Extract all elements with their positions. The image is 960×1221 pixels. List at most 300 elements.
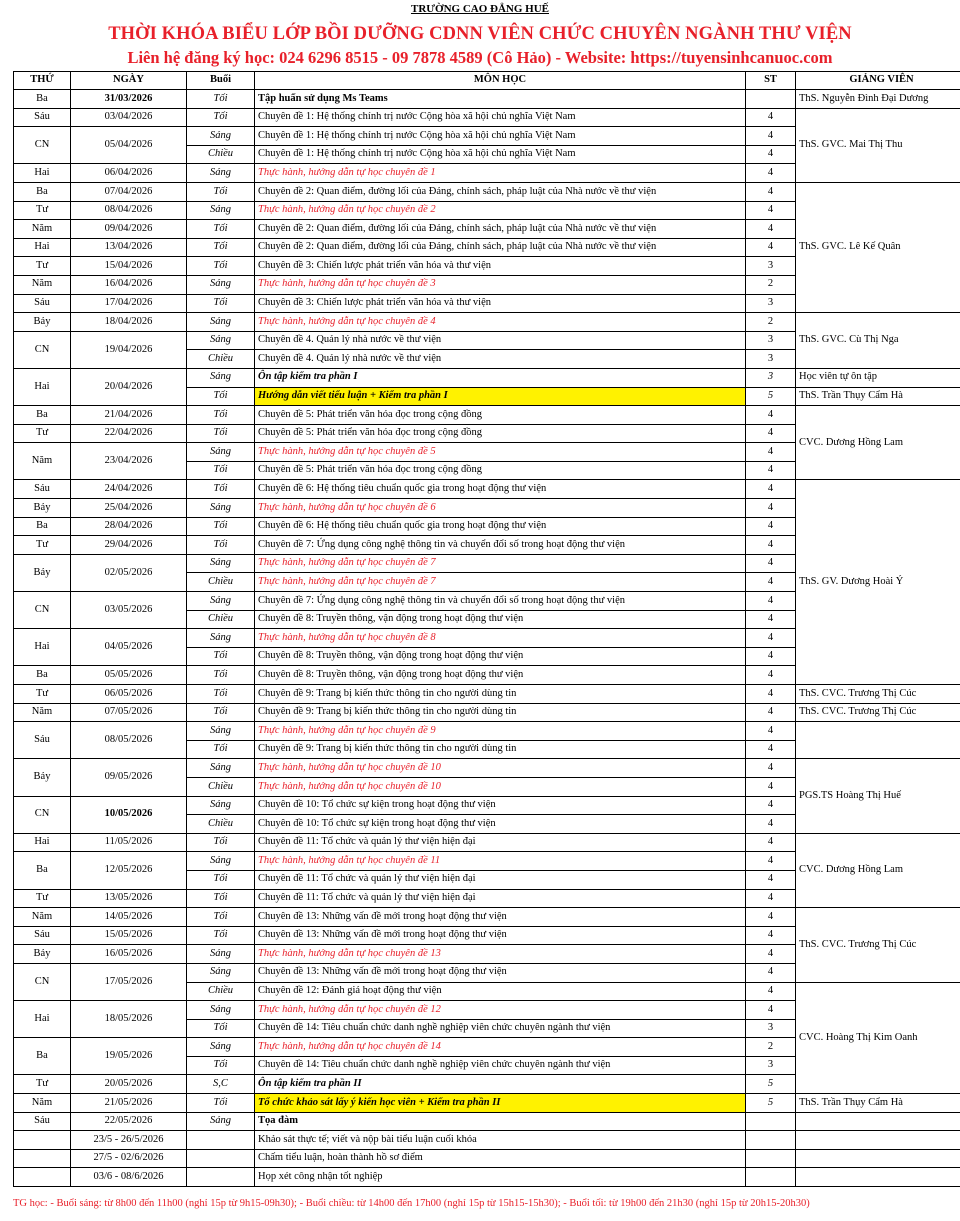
cell-ngay: 13/04/2026 [71,238,187,257]
cell-buoi: Tối [187,908,255,927]
cell-st: 4 [746,424,796,443]
cell-thu: Bảy [14,554,71,591]
cell-thu: Sáu [14,722,71,759]
cell-thu: Sáu [14,926,71,945]
cell-buoi: Sáng [187,945,255,964]
cell-mon-hoc: Chuyên đề 5: Phát triển văn hóa đọc trong cộng đồng [255,406,746,425]
cell-ngay: 02/05/2026 [71,554,187,591]
cell-mon-hoc: Chuyên đề 10: Tổ chức sự kiện trong hoạt động thư viện [255,796,746,815]
cell-buoi: Sáng [187,368,255,387]
cell-thu: Ba [14,406,71,425]
cell-giang-vien: ThS. CVC. Trương Thị Cúc [796,685,960,704]
cell-mon-hoc: Chuyên đề 13: Những vấn đề mới trong hoạt động thư viện [255,926,746,945]
cell-mon-hoc: Khảo sát thực tế; viết và nộp bài tiểu luận cuối khóa [255,1131,746,1150]
cell-st: 2 [746,275,796,294]
cell-st: 3 [746,257,796,276]
cell-thu: Tư [14,536,71,555]
cell-ngay: 28/04/2026 [71,517,187,536]
table-row [14,833,960,852]
cell-st: 4 [746,554,796,573]
cell-ngay: 18/05/2026 [71,1001,187,1038]
cell-thu: Sáu [14,294,71,313]
cell-giang-vien [796,1112,960,1131]
cell-thu: Sáu [14,108,71,127]
cell-mon-hoc: Thực hành, hướng dẫn tự học chuyên đề 7 [255,554,746,573]
schedule-body [14,90,960,1187]
col-header-mon-hoc: MÔN HỌC [255,72,746,90]
cell-thu: Năm [14,443,71,480]
cell-st: 4 [746,443,796,462]
cell-thu: Ba [14,1038,71,1075]
cell-thu: Ba [14,90,71,109]
cell-thu: Năm [14,703,71,722]
cell-buoi: Sáng [187,127,255,146]
cell-st: 3 [746,350,796,369]
cell-thu: Ba [14,852,71,889]
cell-buoi: Chiều [187,777,255,796]
cell-mon-hoc: Chuyên đề 11: Tổ chức và quản lý thư viện hiện đại [255,833,746,852]
cell-mon-hoc: Thực hành, hướng dẫn tự học chuyên đề 3 [255,275,746,294]
cell-mon-hoc: Họp xét công nhận tốt nghiệp [255,1168,746,1187]
cell-mon-hoc: Chuyên đề 11: Tổ chức và quản lý thư viện hiện đại [255,889,746,908]
cell-giang-vien [796,1131,960,1150]
cell-buoi: Sáng [187,1001,255,1020]
cell-thu: Tư [14,685,71,704]
cell-thu: Hai [14,368,71,405]
cell-ngay: 07/05/2026 [71,703,187,722]
cell-buoi: Tối [187,424,255,443]
cell-st: 3 [746,331,796,350]
cell-st: 4 [746,815,796,834]
cell-ngay: 23/5 - 26/5/2026 [71,1131,187,1150]
cell-ngay: 21/04/2026 [71,406,187,425]
cell-buoi: Chiều [187,573,255,592]
table-row [14,368,960,387]
cell-buoi: Sáng [187,796,255,815]
cell-st: 4 [746,945,796,964]
cell-st: 4 [746,889,796,908]
cell-buoi: Tối [187,480,255,499]
cell-buoi: Sáng [187,722,255,741]
cell-mon-hoc: Thực hành, hướng dẫn tự học chuyên đề 12 [255,1001,746,1020]
cell-buoi: Chiều [187,145,255,164]
cell-buoi: Sáng [187,1112,255,1131]
cell-mon-hoc: Thực hành, hướng dẫn tự học chuyên đề 5 [255,443,746,462]
cell-st: 3 [746,1019,796,1038]
cell-buoi: Sáng [187,759,255,778]
cell-st [746,1168,796,1187]
cell-giang-vien: ThS. CVC. Trương Thị Cúc [796,908,960,982]
cell-mon-hoc: Chuyên đề 4. Quản lý nhà nước về thư viện [255,350,746,369]
cell-buoi: Chiều [187,610,255,629]
table-header-row [14,72,960,90]
cell-mon-hoc: Chuyên đề 2: Quan điểm, đường lối của Đảng, chính sách, pháp luật của Nhà nước về thư viện [255,220,746,239]
table-row [14,1131,960,1150]
cell-st: 4 [746,647,796,666]
cell-giang-vien: Học viên tự ôn tập [796,368,960,387]
cell-st: 4 [746,145,796,164]
cell-ngay: 15/05/2026 [71,926,187,945]
cell-st [746,1149,796,1168]
cell-mon-hoc: Chuyên đề 5: Phát triển văn hóa đọc trong cộng đồng [255,461,746,480]
cell-thu: Tư [14,257,71,276]
cell-mon-hoc: Thực hành, hướng dẫn tự học chuyên đề 6 [255,499,746,518]
table-row [14,1168,960,1187]
cell-buoi: Tối [187,108,255,127]
cell-thu: Bảy [14,499,71,518]
cell-ngay: 13/05/2026 [71,889,187,908]
cell-st: 4 [746,220,796,239]
cell-mon-hoc: Chuyên đề 3: Chiến lược phát triển văn hóa và thư viện [255,294,746,313]
cell-mon-hoc: Chuyên đề 6: Hệ thống tiêu chuẩn quốc gia trong hoạt động thư viện [255,480,746,499]
col-header-thu: THỨ [14,72,71,90]
cell-giang-vien: ThS. Nguyễn Đình Đại Dương [796,90,960,109]
cell-buoi: Sáng [187,1038,255,1057]
cell-ngay: 22/04/2026 [71,424,187,443]
cell-thu: Hai [14,629,71,666]
cell-buoi: Tối [187,685,255,704]
table-row [14,722,960,741]
cell-mon-hoc: Chuyên đề 14: Tiêu chuẩn chức danh nghề nghiệp viên chức chuyên ngành thư viện [255,1056,746,1075]
cell-thu: Sáu [14,1112,71,1131]
cell-mon-hoc: Thực hành, hướng dẫn tự học chuyên đề 1 [255,164,746,183]
cell-thu: Bảy [14,945,71,964]
cell-buoi: Sáng [187,629,255,648]
cell-ngay: 10/05/2026 [71,796,187,833]
cell-ngay: 23/04/2026 [71,443,187,480]
cell-thu: Sáu [14,480,71,499]
cell-buoi: Sáng [187,592,255,611]
cell-ngay: 16/05/2026 [71,945,187,964]
cell-st: 5 [746,1075,796,1094]
cell-st: 4 [746,108,796,127]
cell-st: 4 [746,666,796,685]
cell-st: 3 [746,294,796,313]
cell-giang-vien: ThS. GVC. Mai Thị Thu [796,108,960,182]
cell-giang-vien: CVC. Hoàng Thị Kim Oanh [796,982,960,1094]
cell-mon-hoc: Thực hành, hướng dẫn tự học chuyên đề 7 [255,573,746,592]
cell-buoi: Tối [187,1019,255,1038]
cell-buoi [187,1131,255,1150]
cell-buoi: Sáng [187,331,255,350]
cell-ngay: 04/05/2026 [71,629,187,666]
cell-st [746,90,796,109]
cell-giang-vien: CVC. Dương Hồng Lam [796,406,960,480]
cell-giang-vien [796,722,960,759]
cell-buoi: Tối [187,406,255,425]
cell-st: 4 [746,908,796,927]
cell-buoi: Chiều [187,815,255,834]
cell-thu: Hai [14,164,71,183]
cell-giang-vien: CVC. Dương Hồng Lam [796,833,960,907]
cell-st: 4 [746,517,796,536]
cell-ngay: 05/05/2026 [71,666,187,685]
cell-mon-hoc: Chuyên đề 1: Hệ thống chính trị nước Cộng hòa xã hội chủ nghĩa Việt Nam [255,127,746,146]
cell-st: 4 [746,592,796,611]
cell-st: 4 [746,703,796,722]
cell-mon-hoc: Chuyên đề 3: Chiến lược phát triển văn hóa và thư viện [255,257,746,276]
col-header-st: ST [746,72,796,90]
cell-giang-vien: ThS. CVC. Trương Thị Cúc [796,703,960,722]
cell-mon-hoc: Chuyên đề 11: Tổ chức và quản lý thư viện hiện đại [255,870,746,889]
school-name: TRƯỜNG CAO ĐẲNG HUẾ [410,3,549,15]
cell-giang-vien [796,1168,960,1187]
cell-st: 4 [746,406,796,425]
cell-buoi: Tối [187,740,255,759]
cell-mon-hoc: Thực hành, hướng dẫn tự học chuyên đề 10 [255,777,746,796]
cell-ngay: 08/04/2026 [71,201,187,220]
cell-ngay: 19/04/2026 [71,331,187,368]
cell-buoi: Tối [187,536,255,555]
cell-buoi: Tối [187,870,255,889]
cell-buoi: Tối [187,1056,255,1075]
cell-ngay: 03/04/2026 [71,108,187,127]
cell-mon-hoc: Chuyên đề 13: Những vấn đề mới trong hoạt động thư viện [255,963,746,982]
table-row [14,182,960,201]
cell-mon-hoc: Chuyên đề 4. Quản lý nhà nước về thư viện [255,331,746,350]
schedule-title: THỜI KHÓA BIỂU LỚP BỒI DƯỠNG CDNN VIÊN CHỨC CHUYÊN NGÀNH THƯ VIỆN [108,24,852,44]
cell-buoi: Tối [187,1094,255,1113]
cell-thu: Bảy [14,313,71,332]
table-row [14,685,960,704]
cell-st: 4 [746,164,796,183]
cell-mon-hoc: Chuyên đề 14: Tiêu chuẩn chức danh nghề nghiệp viên chức chuyên ngành thư viện [255,1019,746,1038]
cell-mon-hoc: Chuyên đề 5: Phát triển văn hóa đọc trong cộng đồng [255,424,746,443]
cell-buoi: Sáng [187,963,255,982]
cell-buoi: Tối [187,294,255,313]
cell-mon-hoc: Chuyên đề 12: Đánh giá hoạt động thư viện [255,982,746,1001]
table-row [14,406,960,425]
cell-mon-hoc: Chuyên đề 6: Hệ thống tiêu chuẩn quốc gia trong hoạt động thư viện [255,517,746,536]
cell-st: 4 [746,852,796,871]
cell-thu: Năm [14,1094,71,1113]
cell-thu: Hai [14,238,71,257]
cell-st: 2 [746,313,796,332]
cell-st: 3 [746,368,796,387]
cell-ngay: 14/05/2026 [71,908,187,927]
cell-thu: Tư [14,201,71,220]
cell-mon-hoc: Thực hành, hướng dẫn tự học chuyên đề 13 [255,945,746,964]
cell-mon-hoc: Chuyên đề 9: Trang bị kiến thức thông tin cho người dùng tin [255,740,746,759]
cell-ngay: 03/6 - 08/6/2026 [71,1168,187,1187]
cell-st: 4 [746,796,796,815]
cell-buoi: Tối [187,238,255,257]
cell-mon-hoc: Chấm tiểu luận, hoàn thành hồ sơ điểm [255,1149,746,1168]
cell-buoi: Sáng [187,443,255,462]
cell-buoi: Sáng [187,554,255,573]
cell-st: 4 [746,182,796,201]
cell-mon-hoc: Chuyên đề 7: Ứng dụng công nghệ thông tin và chuyển đổi số trong hoạt động thư viện [255,536,746,555]
cell-mon-hoc: Thực hành, hướng dẫn tự học chuyên đề 9 [255,722,746,741]
cell-st: 4 [746,461,796,480]
col-header-giang-vien: GIẢNG VIÊN [796,72,960,90]
table-row [14,908,960,927]
contact-line: Liên hệ đăng ký học: 024 6296 8515 - 09 7878 4589 (Cô Hảo) - Website: https://tuyensinhcanuoc.com [127,48,833,67]
cell-st: 4 [746,201,796,220]
cell-ngay: 19/05/2026 [71,1038,187,1075]
cell-st: 4 [746,833,796,852]
cell-buoi: Tối [187,833,255,852]
cell-buoi [187,1149,255,1168]
cell-ngay: 22/05/2026 [71,1112,187,1131]
cell-st: 4 [746,573,796,592]
cell-buoi: Sáng [187,852,255,871]
cell-mon-hoc: Chuyên đề 2: Quan điểm, đường lối của Đảng, chính sách, pháp luật của Nhà nước về thư viện [255,238,746,257]
cell-mon-hoc: Chuyên đề 1: Hệ thống chính trị nước Cộng hòa xã hội chủ nghĩa Việt Nam [255,108,746,127]
cell-st: 4 [746,480,796,499]
cell-ngay: 31/03/2026 [71,90,187,109]
cell-st: 4 [746,238,796,257]
cell-mon-hoc: Chuyên đề 10: Tổ chức sự kiện trong hoạt động thư viện [255,815,746,834]
cell-buoi: S,C [187,1075,255,1094]
cell-giang-vien [796,1149,960,1168]
cell-mon-hoc: Ôn tập kiểm tra phần I [255,368,746,387]
col-header-ngay: NGÀY [71,72,187,90]
cell-mon-hoc: Ôn tập kiểm tra phần II [255,1075,746,1094]
cell-thu: Năm [14,275,71,294]
cell-mon-hoc: Tổ chức khảo sát lấy ý kiến học viên + Kiểm tra phần II [255,1094,746,1113]
cell-ngay: 12/05/2026 [71,852,187,889]
cell-st: 4 [746,499,796,518]
table-row [14,480,960,499]
cell-buoi: Tối [187,257,255,276]
cell-ngay: 17/05/2026 [71,963,187,1000]
cell-giang-vien: ThS. GVC. Cù Thị Nga [796,313,960,369]
cell-ngay: 06/05/2026 [71,685,187,704]
cell-thu: Ba [14,182,71,201]
cell-mon-hoc: Chuyên đề 1: Hệ thống chính trị nước Cộng hòa xã hội chủ nghĩa Việt Nam [255,145,746,164]
cell-thu: Tư [14,424,71,443]
table-row [14,1112,960,1131]
cell-st: 4 [746,629,796,648]
cell-mon-hoc: Tập huấn sử dụng Ms Teams [255,90,746,109]
cell-mon-hoc: Thực hành, hướng dẫn tự học chuyên đề 11 [255,852,746,871]
cell-ngay: 25/04/2026 [71,499,187,518]
cell-mon-hoc: Hướng dẫn viết tiểu luận + Kiểm tra phần I [255,387,746,406]
cell-st: 4 [746,1001,796,1020]
cell-buoi: Sáng [187,313,255,332]
cell-thu: Ba [14,517,71,536]
cell-mon-hoc: Thực hành, hướng dẫn tự học chuyên đề 4 [255,313,746,332]
cell-buoi: Tối [187,90,255,109]
cell-st: 4 [746,722,796,741]
cell-mon-hoc: Chuyên đề 2: Quan điểm, đường lối của Đảng, chính sách, pháp luật của Nhà nước về thư viện [255,182,746,201]
cell-st: 5 [746,1094,796,1113]
cell-ngay: 11/05/2026 [71,833,187,852]
cell-mon-hoc: Tọa đàm [255,1112,746,1131]
table-row [14,1149,960,1168]
table-row [14,108,960,127]
col-header-buoi: Buổi [187,72,255,90]
cell-st: 4 [746,759,796,778]
cell-buoi: Tối [187,220,255,239]
cell-mon-hoc: Chuyên đề 8: Truyền thông, vận động trong hoạt động thư viện [255,610,746,629]
cell-ngay: 27/5 - 02/6/2026 [71,1149,187,1168]
cell-thu: Hai [14,833,71,852]
cell-thu: Hai [14,1001,71,1038]
cell-st [746,1131,796,1150]
cell-thu: CN [14,331,71,368]
cell-mon-hoc: Chuyên đề 7: Ứng dụng công nghệ thông tin và chuyển đổi số trong hoạt động thư viện [255,592,746,611]
cell-ngay: 09/05/2026 [71,759,187,796]
cell-ngay: 16/04/2026 [71,275,187,294]
cell-ngay: 20/04/2026 [71,368,187,405]
cell-giang-vien: ThS. Trần Thụy Cẩm Hà [796,1094,960,1113]
cell-buoi: Chiều [187,350,255,369]
cell-ngay: 06/04/2026 [71,164,187,183]
table-row [14,90,960,109]
cell-ngay: 24/04/2026 [71,480,187,499]
cell-giang-vien: ThS. GVC. Lê Kế Quân [796,182,960,312]
cell-ngay: 09/04/2026 [71,220,187,239]
cell-st: 5 [746,387,796,406]
cell-giang-vien: ThS. Trần Thụy Cẩm Hà [796,387,960,406]
cell-ngay: 07/04/2026 [71,182,187,201]
cell-buoi: Tối [187,666,255,685]
cell-buoi: Tối [187,517,255,536]
cell-mon-hoc: Chuyên đề 8: Truyền thông, vận động trong hoạt động thư viện [255,666,746,685]
cell-st: 4 [746,963,796,982]
cell-thu: Tư [14,889,71,908]
cell-mon-hoc: Chuyên đề 9: Trang bị kiến thức thông tin cho người dùng tin [255,703,746,722]
cell-ngay: 08/05/2026 [71,722,187,759]
cell-st: 4 [746,740,796,759]
cell-ngay: 29/04/2026 [71,536,187,555]
cell-st [746,1112,796,1131]
cell-giang-vien: PGS.TS Hoàng Thị Huế [796,759,960,833]
cell-st: 4 [746,982,796,1001]
cell-mon-hoc: Chuyên đề 9: Trang bị kiến thức thông tin cho người dùng tin [255,685,746,704]
cell-giang-vien: ThS. GV. Dương Hoài Ý [796,480,960,685]
cell-thu: CN [14,127,71,164]
cell-buoi: Tối [187,703,255,722]
cell-buoi: Tối [187,461,255,480]
cell-buoi: Sáng [187,164,255,183]
cell-buoi: Tối [187,926,255,945]
table-row [14,703,960,722]
cell-buoi: Tối [187,889,255,908]
cell-thu [14,1149,71,1168]
cell-mon-hoc: Thực hành, hướng dẫn tự học chuyên đề 8 [255,629,746,648]
cell-ngay: 17/04/2026 [71,294,187,313]
cell-buoi: Sáng [187,201,255,220]
cell-thu [14,1168,71,1187]
cell-thu: Ba [14,666,71,685]
cell-buoi: Tối [187,182,255,201]
cell-buoi: Sáng [187,275,255,294]
cell-thu: CN [14,963,71,1000]
cell-buoi [187,1168,255,1187]
cell-ngay: 20/05/2026 [71,1075,187,1094]
cell-ngay: 21/05/2026 [71,1094,187,1113]
table-row [14,313,960,332]
cell-thu: CN [14,592,71,629]
cell-st: 4 [746,685,796,704]
cell-buoi: Tối [187,647,255,666]
cell-ngay: 03/05/2026 [71,592,187,629]
cell-mon-hoc: Thực hành, hướng dẫn tự học chuyên đề 14 [255,1038,746,1057]
cell-st: 2 [746,1038,796,1057]
cell-st: 4 [746,127,796,146]
cell-buoi: Chiều [187,982,255,1001]
cell-ngay: 15/04/2026 [71,257,187,276]
cell-mon-hoc: Thực hành, hướng dẫn tự học chuyên đề 10 [255,759,746,778]
cell-ngay: 18/04/2026 [71,313,187,332]
schedule-table [13,71,960,1187]
cell-thu: Năm [14,220,71,239]
cell-mon-hoc: Chuyên đề 13: Những vấn đề mới trong hoạt động thư viện [255,908,746,927]
cell-ngay: 05/04/2026 [71,127,187,164]
